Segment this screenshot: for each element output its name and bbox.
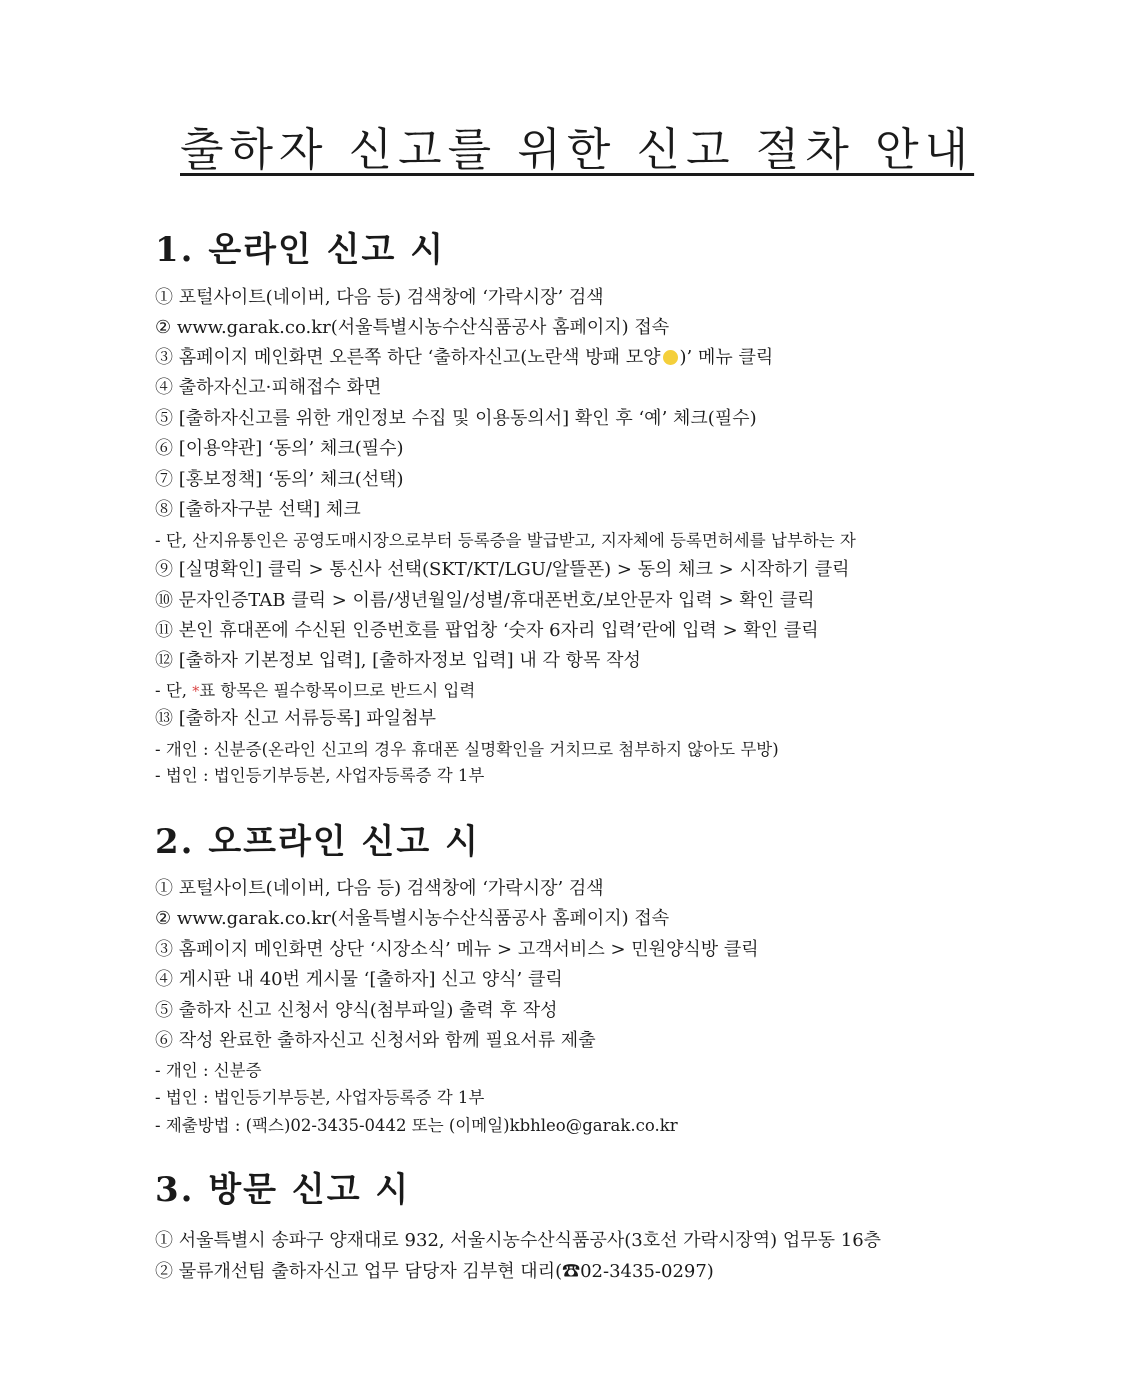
list-item: ⑫ [출하자 기본정보 입력], [출하자정보 입력] 내 각 항목 작성	[155, 650, 641, 671]
list-item: ① 포털사이트(네이버, 다음 등) 검색창에 ‘가락시장’ 검색	[155, 878, 604, 899]
list-item: ⑥ [이용약관] ‘동의’ 체크(필수)	[155, 438, 404, 459]
list-item: ④ 게시판 내 40번 게시물 ‘[출하자] 신고 양식’ 클릭	[155, 969, 563, 990]
list-item: ③ 홈페이지 메인화면 상단 ‘시장소식’ 메뉴 > 고객서비스 > 민원양식방 클릭	[155, 939, 759, 960]
list-note: - 법인 : 법인등기부등본, 사업자등록증 각 1부	[155, 766, 485, 785]
list-item: ② 물류개선팀 출하자신고 업무 담당자 김부현 대리(☎02-3435-0297)	[155, 1261, 714, 1282]
list-item: ⑧ [출하자구분 선택] 체크	[155, 499, 361, 520]
list-item: ② www.garak.co.kr(서울특별시농수산식품공사 홈페이지) 접속	[155, 317, 670, 338]
section-heading-online: 1. 온라인 신고 시	[155, 230, 446, 270]
list-item: ⑪ 본인 휴대폰에 수신된 인증번호를 팝업창 ‘숫자 6자리 입력’란에 입력 > 확인 클릭	[155, 620, 819, 641]
list-item: ⑨ [실명확인] 클릭 > 통신사 선택(SKT/KT/LGU/알뜰폰) > 동의 체크 > 시작하기 클릭	[155, 559, 850, 580]
list-note: - 개인 : 신분증	[155, 1061, 262, 1080]
section-heading-offline: 2. 오프라인 신고 시	[155, 822, 480, 862]
list-note-text: 표 항목은 필수항목이므로 반드시 입력	[199, 681, 476, 700]
list-item	[155, 345, 773, 371]
list-item: ⑬ [출하자 신고 서류등록] 파일첨부	[155, 708, 436, 729]
list-note: - 법인 : 법인등기부등본, 사업자등록증 각 1부	[155, 1088, 485, 1107]
section-heading-visit: 3. 방문 신고 시	[155, 1170, 411, 1210]
list-item: ⑤ 출하자 신고 신청서 양식(첨부파일) 출력 후 작성	[155, 1000, 558, 1021]
list-item: ④ 출하자신고·피해접수 화면	[155, 377, 382, 398]
list-note: - 제출방법 : (팩스)02-3435-0442 또는 (이메일)kbhleo@garak.co.kr	[155, 1116, 678, 1135]
list-item: ② www.garak.co.kr(서울특별시농수산식품공사 홈페이지) 접속	[155, 908, 670, 929]
list-item-text: ③ 홈페이지 메인화면 오른쪽 하단 ‘출하자신고(노란색 방패 모양	[155, 347, 661, 368]
list-item: ⑦ [홍보정책] ‘동의’ 체크(선택)	[155, 469, 404, 490]
document-title: 출하자 신고를 위한 신고 절차 안내	[180, 123, 975, 176]
list-item: ⑩ 문자인증TAB 클릭 > 이름/생년월일/성별/휴대폰번호/보안문자 입력 > 확인 클릭	[155, 590, 815, 611]
list-item-text: )’ 메뉴 클릭	[679, 347, 774, 368]
list-item: ⑥ 작성 완료한 출하자신고 신청서와 함께 필요서류 제출	[155, 1030, 596, 1051]
list-item: ① 포털사이트(네이버, 다음 등) 검색창에 ‘가락시장’ 검색	[155, 287, 604, 308]
list-note: - 개인 : 신분증(온라인 신고의 경우 휴대폰 실명확인을 거치므로 첨부하지 않아도 무방)	[155, 740, 779, 759]
asterisk-mark: *	[192, 684, 200, 700]
list-note	[155, 678, 475, 705]
list-item: ① 서울특별시 송파구 양재대로 932, 서울시농수산식품공사(3호선 가락시장역) 업무동 16층	[155, 1230, 882, 1251]
list-item: ⑤ [출하자신고를 위한 개인정보 수집 및 이용동의서] 확인 후 ‘예’ 체크(필수)	[155, 408, 757, 429]
list-note: - 단, 산지유통인은 공영도매시장으로부터 등록증을 발급받고, 지자체에 등록면허세를 납부하는 자	[155, 531, 856, 550]
yellow-shield-icon	[663, 350, 678, 365]
list-note-text: - 단,	[155, 681, 193, 700]
